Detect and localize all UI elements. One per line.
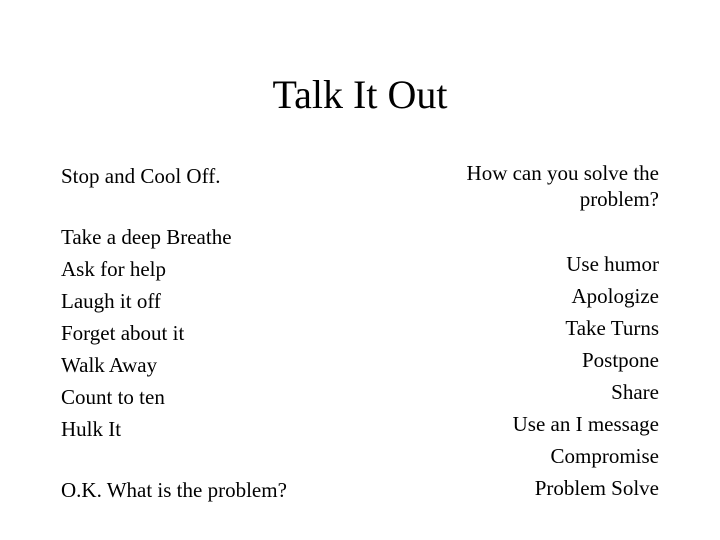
slide-title: Talk It Out xyxy=(272,72,448,117)
solution-list xyxy=(513,248,659,504)
list-item: Problem Solve xyxy=(534,476,659,500)
list-item: Walk Away xyxy=(61,353,158,377)
problem-question: O.K. What is the problem? xyxy=(61,478,287,502)
list-item: Take Turns xyxy=(565,316,659,340)
stop-heading: Stop and Cool Off. xyxy=(61,164,221,188)
list-item: Ask for help xyxy=(61,257,166,281)
list-item: Use humor xyxy=(566,252,659,276)
list-item: Count to ten xyxy=(61,385,165,409)
list-item: Hulk It xyxy=(61,417,122,441)
list-item: Apologize xyxy=(571,284,659,308)
list-item: Use an I message xyxy=(512,412,659,436)
list-item: Compromise xyxy=(550,444,659,468)
list-item: Postpone xyxy=(581,348,659,372)
list-item: Share xyxy=(611,380,659,404)
calm-down-list xyxy=(61,221,232,445)
list-item: Laugh it off xyxy=(61,289,161,313)
solve-question: How can you solve the problem? xyxy=(466,161,659,211)
list-item: Take a deep Breathe xyxy=(61,225,232,249)
list-item: Forget about it xyxy=(61,321,185,345)
